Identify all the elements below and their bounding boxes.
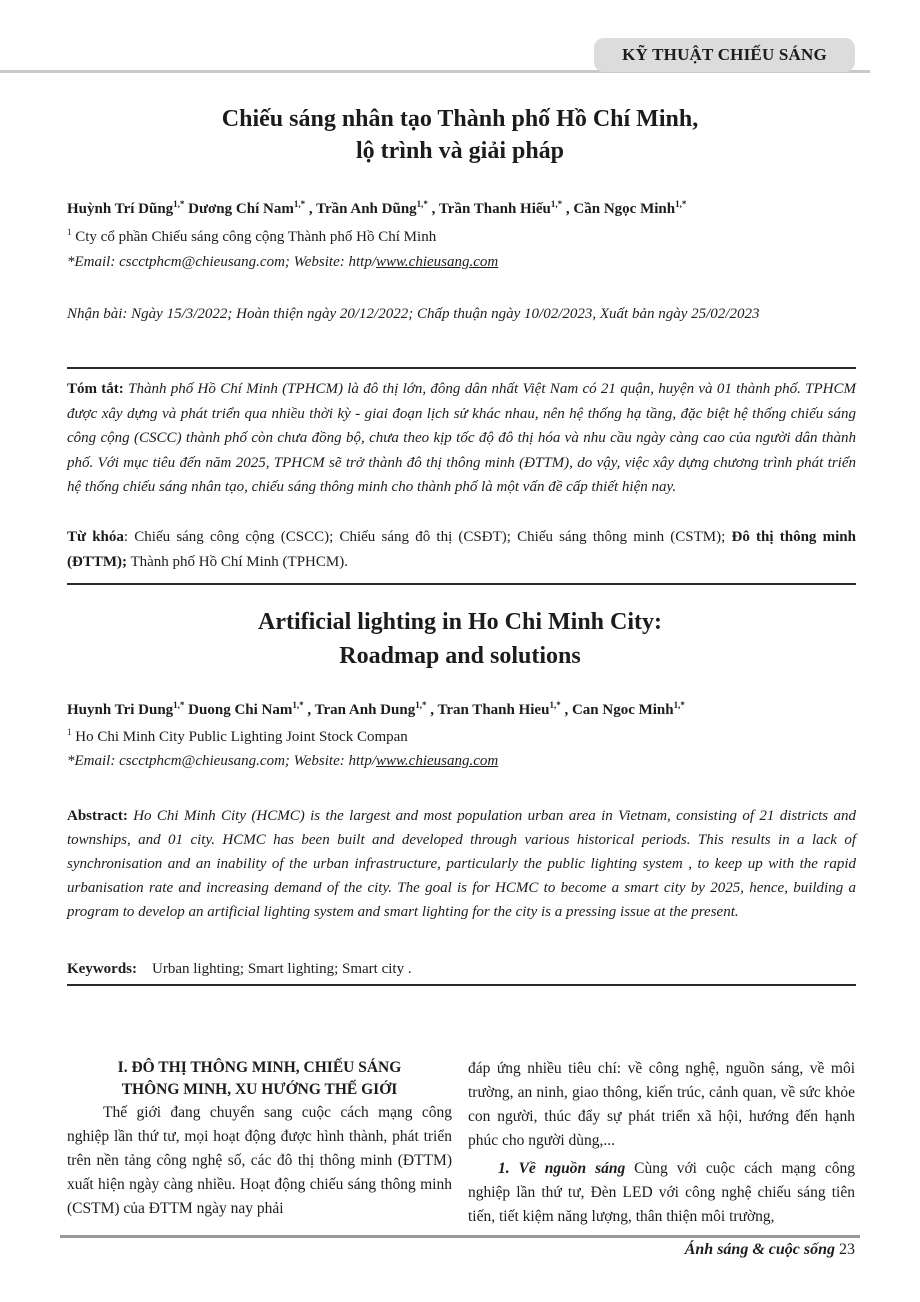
vi-author-list: Huỳnh Trí Dũng$^{1,*}$ Dương Chí Nam$^{1,*}$ , Trần Anh Dũng$^{1,*}$ , Trần Thanh Hiếu$^{1,*}$ , Cần Ngọc Minh$^{1,*}$ bbox=[67, 199, 687, 217]
author-name: Dương Chí Nam bbox=[188, 201, 294, 217]
en-keywords: Keywords: Urban lighting; Smart lighting; Smart city . bbox=[67, 961, 412, 977]
author-mark: 1,* bbox=[416, 199, 428, 209]
keywords-label: Keywords: bbox=[67, 961, 137, 977]
author-mark: 1,* bbox=[292, 700, 304, 710]
divider bbox=[67, 367, 856, 369]
vi-dates: Nhận bài: Ngày 15/3/2022; Hoàn thiện ngày 20/12/2022; Chấp thuận ngày 10/02/2023, Xuất bản ngày 25/02/2023 bbox=[67, 306, 760, 322]
author-name: Cần Ngọc Minh bbox=[573, 201, 676, 217]
vi-title-line2: lộ trình và giải pháp bbox=[355, 138, 565, 164]
author-mark: 1,* bbox=[550, 199, 563, 209]
author-mark: 1,* bbox=[293, 199, 306, 209]
vi-title-line1: Chiếu sáng nhân tạo Thành phố Hồ Chí Minh, bbox=[221, 106, 699, 132]
author-name: Huynh Tri Dung bbox=[67, 702, 174, 718]
en-title-line1: Artificial lighting in Ho Chi Minh City: bbox=[257, 609, 662, 635]
website-link[interactable]: www.chieusang.com bbox=[376, 254, 499, 270]
abstract-text: Ho Chi Minh City (HCMC) is the largest and most population urban area in Vietnam, consisting of 21 districts and townships, and 01 city. HCMC has been built and developed through various historical periods. This results in a lack of synchronisation and an inability of the urban infrastructure, particularly the public lighting system , to keep up with the rapid urbanisation rate and increasing demand of the city. The goal is for HCMC to become a smart city by 2025, hence, building a program to develop an artificial lighting system and smart lighting for the city is a pressing issue at the present. bbox=[67, 808, 856, 920]
right-column bbox=[468, 1057, 855, 1229]
sub-heading: 1. Về nguồn sáng bbox=[498, 1160, 626, 1177]
en-affiliation: $^1$ Ho Chi Minh City Public Lighting Joint Stock Compan bbox=[67, 727, 408, 745]
en-email-line: *Email: cscctphcm@chieusang.com; Website: http/www.chieusang.com bbox=[67, 753, 499, 769]
abstract-label: Abstract: bbox=[67, 808, 128, 824]
section-heading: I. ĐÔ THỊ THÔNG MINH, CHIẾU SÁNG THÔNG MINH, XU HƯỚNG THẾ GIỚI bbox=[117, 1059, 402, 1098]
vi-keywords: Từ khóa: Chiếu sáng công cộng (CSCC); Chiếu sáng đô thị (CSĐT); Chiếu sáng thông minh (CSTM); Đô thị thông minh (ĐTTM); Thành phố Hồ Chí Minh (TPHCM). bbox=[67, 529, 856, 570]
divider bbox=[67, 984, 856, 986]
en-abstract bbox=[67, 804, 856, 924]
en-author-list: Huynh Tri Dung$^{1,*}$ Duong Chi Nam$^{1,*}$ , Tran Anh Dung$^{1,*}$ , Tran Thanh Hieu$^{1,*}$ , Can Ngoc Minh$^{1,*}$ bbox=[67, 700, 685, 718]
author-mark: 1,* bbox=[675, 199, 687, 209]
journal-name: Ánh sáng & cuộc sống bbox=[684, 1241, 835, 1258]
author-mark: 1,* bbox=[549, 700, 561, 710]
footer bbox=[600, 1241, 855, 1259]
divider bbox=[67, 583, 856, 585]
body-paragraph: đáp ứng nhiều tiêu chí: về công nghệ, nguồn sáng, về môi trường, an ninh, giao thông, kiến trúc, cảnh quan, về sức khỏe con người, thúc đẩy sự phát triển xã hội, hướng đến hạnh phúc cho người dùng,... bbox=[468, 1060, 855, 1149]
vi-email-line: *Email: cscctphcm@chieusang.com; Website: http/www.chieusang.com bbox=[67, 254, 499, 270]
author-name: Can Ngoc Minh bbox=[571, 702, 674, 718]
body-paragraph: 1. Về nguồn sáng Cùng với cuộc cách mạng công nghiệp lần thứ tư, Đèn LED với công nghệ chiếu sáng tiên tiến, tiết kiệm năng lượng, thân thiện môi trường, bbox=[468, 1160, 855, 1225]
author-name: Tran Thanh Hieu bbox=[437, 702, 550, 718]
author-mark: 1,* bbox=[415, 700, 427, 710]
website-link[interactable]: www.chieusang.com bbox=[376, 753, 499, 769]
abstract-text: Thành phố Hồ Chí Minh (TPHCM) là đô thị lớn, đông dân nhất Việt Nam có 21 quận, huyện và 01 thành phố. TPHCM được xây dựng và phát triển qua nhiều thời kỳ - giai đoạn lịch sử khác nhau, nên hệ thống hạ tầng, đặc biệt hệ thống chiếu sáng công cộng (CSCC) thành phố còn chưa đồng bộ, chưa theo kịp tốc độ đô thị hóa và nhu cầu ngày càng cao của người dân thành phố. Với mục tiêu đến năm 2025, TPHCM sẽ trở thành đô thị thông minh (ĐTTM), do vậy, việc xây dựng chương trình phát triển hệ thống chiếu sáng nhân tạo, chiếu sáng thông minh cho thành phố là một vấn đề cấp thiết hiện nay. bbox=[67, 381, 856, 495]
author-name: Huỳnh Trí Dũng bbox=[67, 201, 174, 217]
author-name: Duong Chi Nam bbox=[188, 702, 293, 718]
left-column bbox=[67, 1057, 452, 1221]
page-number: 23 bbox=[839, 1241, 855, 1258]
section-tab: KỸ THUẬT CHIẾU SÁNG bbox=[594, 38, 855, 72]
keywords-label: Từ khóa bbox=[67, 529, 124, 545]
abstract-label: Tóm tắt: bbox=[67, 381, 124, 397]
footer-rule bbox=[60, 1235, 860, 1238]
vi-abstract bbox=[67, 377, 856, 500]
author-mark: 1,* bbox=[173, 199, 185, 209]
author-name: Trần Thanh Hiếu bbox=[438, 201, 551, 217]
author-mark: 1,* bbox=[173, 700, 185, 710]
body-paragraph: Thế giới đang chuyển sang cuộc cách mạng công nghiệp lần thứ tư, mọi hoạt động được hình thành, phát triển trên nền tảng công nghệ số, các đô thị thông minh (ĐTTM) xuất hiện ngày càng nhiều. Hoạt động chiếu sáng thông minh (CSTM) của ĐTTM ngày nay phải bbox=[67, 1104, 452, 1217]
author-mark: 1,* bbox=[673, 700, 685, 710]
author-name: Tran Anh Dung bbox=[314, 702, 416, 718]
en-title-line2: Roadmap and solutions bbox=[339, 643, 581, 669]
author-name: Trần Anh Dũng bbox=[316, 201, 417, 217]
vi-affiliation: $^1$ Cty cổ phần Chiếu sáng công cộng Thành phố Hồ Chí Minh bbox=[67, 227, 437, 245]
